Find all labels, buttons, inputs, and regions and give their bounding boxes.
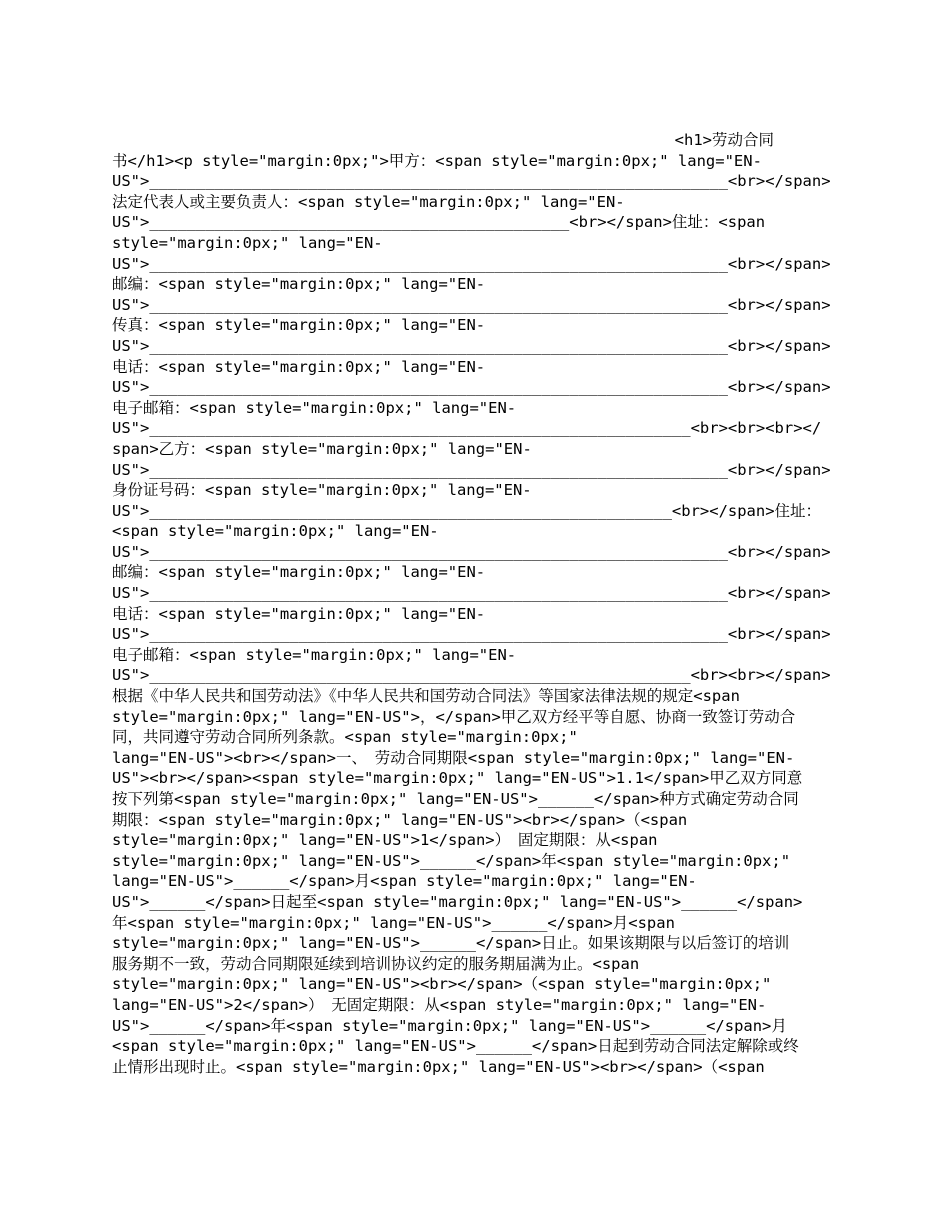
document-line: US">______________________________________________________________<br></span> (112, 378, 831, 397)
document-line: 年<span style="margin:0px;" lang="EN-US">______</span>月<span (112, 913, 675, 932)
document-line: style="margin:0px;" lang="EN- (112, 233, 383, 252)
document-line: US">__________________________________________________________<br><br></span> (112, 666, 831, 685)
document-line: US">______________________________________________________________<br></span> (112, 460, 831, 479)
document-line: 期限：<span style="margin:0px;" lang="EN-US"><br></span>（<span (112, 810, 688, 829)
document-line: 传真：<span style="margin:0px;" lang="EN- (112, 316, 486, 335)
document-line: <span style="margin:0px;" lang="EN- (112, 522, 439, 541)
document-line: 电话：<span style="margin:0px;" lang="EN- (112, 357, 486, 376)
document-line: US"><br></span><span style="margin:0px;" lang="EN-US">1.1</span>甲乙双方同意 (112, 769, 803, 788)
document-line: 电子邮箱：<span style="margin:0px;" lang="EN- (112, 645, 517, 664)
document-line: 电话：<span style="margin:0px;" lang="EN- (112, 604, 486, 623)
document-line: span>乙方：<span style="margin:0px;" lang="EN- (112, 439, 532, 458)
document-line: US">________________________________________________________<br></span>住址： (112, 501, 822, 520)
document-line: 同，共同遵守劳动合同所列条款。<span style="margin:0px;" (112, 728, 578, 747)
document-line: lang="EN-US"><br></span>一、 劳动合同期限<span style="margin:0px;" lang="EN- (112, 748, 795, 767)
document-line: US">______________________________________________________________<br></span> (112, 584, 831, 603)
document-line: lang="EN-US">2</span>） 无固定期限：从<span style="margin:0px;" lang="EN- (112, 995, 767, 1014)
document-line: style="margin:0px;" lang="EN-US">1</span>） 固定期限：从<span (112, 831, 658, 850)
document-line: style="margin:0px;" lang="EN-US">______</span>年<span style="margin:0px;" (112, 851, 791, 870)
document-line: lang="EN-US">______</span>月<span style="margin:0px;" lang="EN- (112, 872, 697, 891)
document-line: 服务期不一致，劳动合同期限延续到培训协议约定的服务期届满为止。<span (112, 954, 640, 973)
document-line: US">______________________________________________________________<br></span> (112, 336, 831, 355)
document-line: US">_____________________________________________<br></span>住址：<span (112, 213, 766, 232)
document-line: 按下列第<span style="margin:0px;" lang="EN-US">______</span>种方式确定劳动合同 (112, 790, 799, 808)
document-body (112, 130, 836, 1077)
document-line: <span style="margin:0px;" lang="EN-US">______</span>日起到劳动合同法定解除或终 (112, 1037, 799, 1056)
document-line: US">______________________________________________________________<br></span> (112, 254, 831, 273)
document-line: 法定代表人或主要负责人：<span style="margin:0px;" lang="EN- (112, 192, 625, 211)
document-line: 电子邮箱：<span style="margin:0px;" lang="EN- (112, 398, 517, 417)
document-line: US">______________________________________________________________<br></span> (112, 172, 831, 191)
document-line: style="margin:0px;" lang="EN-US">，</span>甲乙双方经平等自愿、协商一致签订劳动合 (112, 707, 796, 726)
document-line: 身份证号码：<span style="margin:0px;" lang="EN- (112, 481, 532, 500)
document-line: US">______________________________________________________________<br></span> (112, 295, 831, 314)
document-line: US">______</span>年<span style="margin:0px;" lang="EN-US">______</span>月 (112, 1016, 787, 1035)
document-line: US">______</span>日起至<span style="margin:0px;" lang="EN-US">______</span> (112, 892, 803, 911)
document-title-line: <h1>劳动合同 (674, 131, 774, 149)
document-line: 根据《中华人民共和国劳动法》《中华人民共和国劳动合同法》等国家法律法规的规定<span (112, 687, 740, 706)
document-line: 邮编：<span style="margin:0px;" lang="EN- (112, 275, 486, 294)
document-line: 止情形出现时止。<span style="margin:0px;" lang="EN-US"><br></span>（<span (112, 1057, 765, 1076)
document-line: style="margin:0px;" lang="EN-US">______</span>日止。如果该期限与以后签订的培训 (112, 934, 790, 953)
document-line: style="margin:0px;" lang="EN-US"><br></span>（<span style="margin:0px;" (112, 975, 772, 994)
document-line: 书</h1><p style="margin:0px;">甲方：<span style="margin:0px;" lang="EN- (112, 151, 762, 170)
document-line: US">______________________________________________________________<br></span> (112, 542, 831, 561)
document-line: US">______________________________________________________________<br></span> (112, 625, 831, 644)
document-line: US">__________________________________________________________<br><br><br></ (112, 419, 822, 438)
document-line: 邮编：<span style="margin:0px;" lang="EN- (112, 563, 486, 582)
